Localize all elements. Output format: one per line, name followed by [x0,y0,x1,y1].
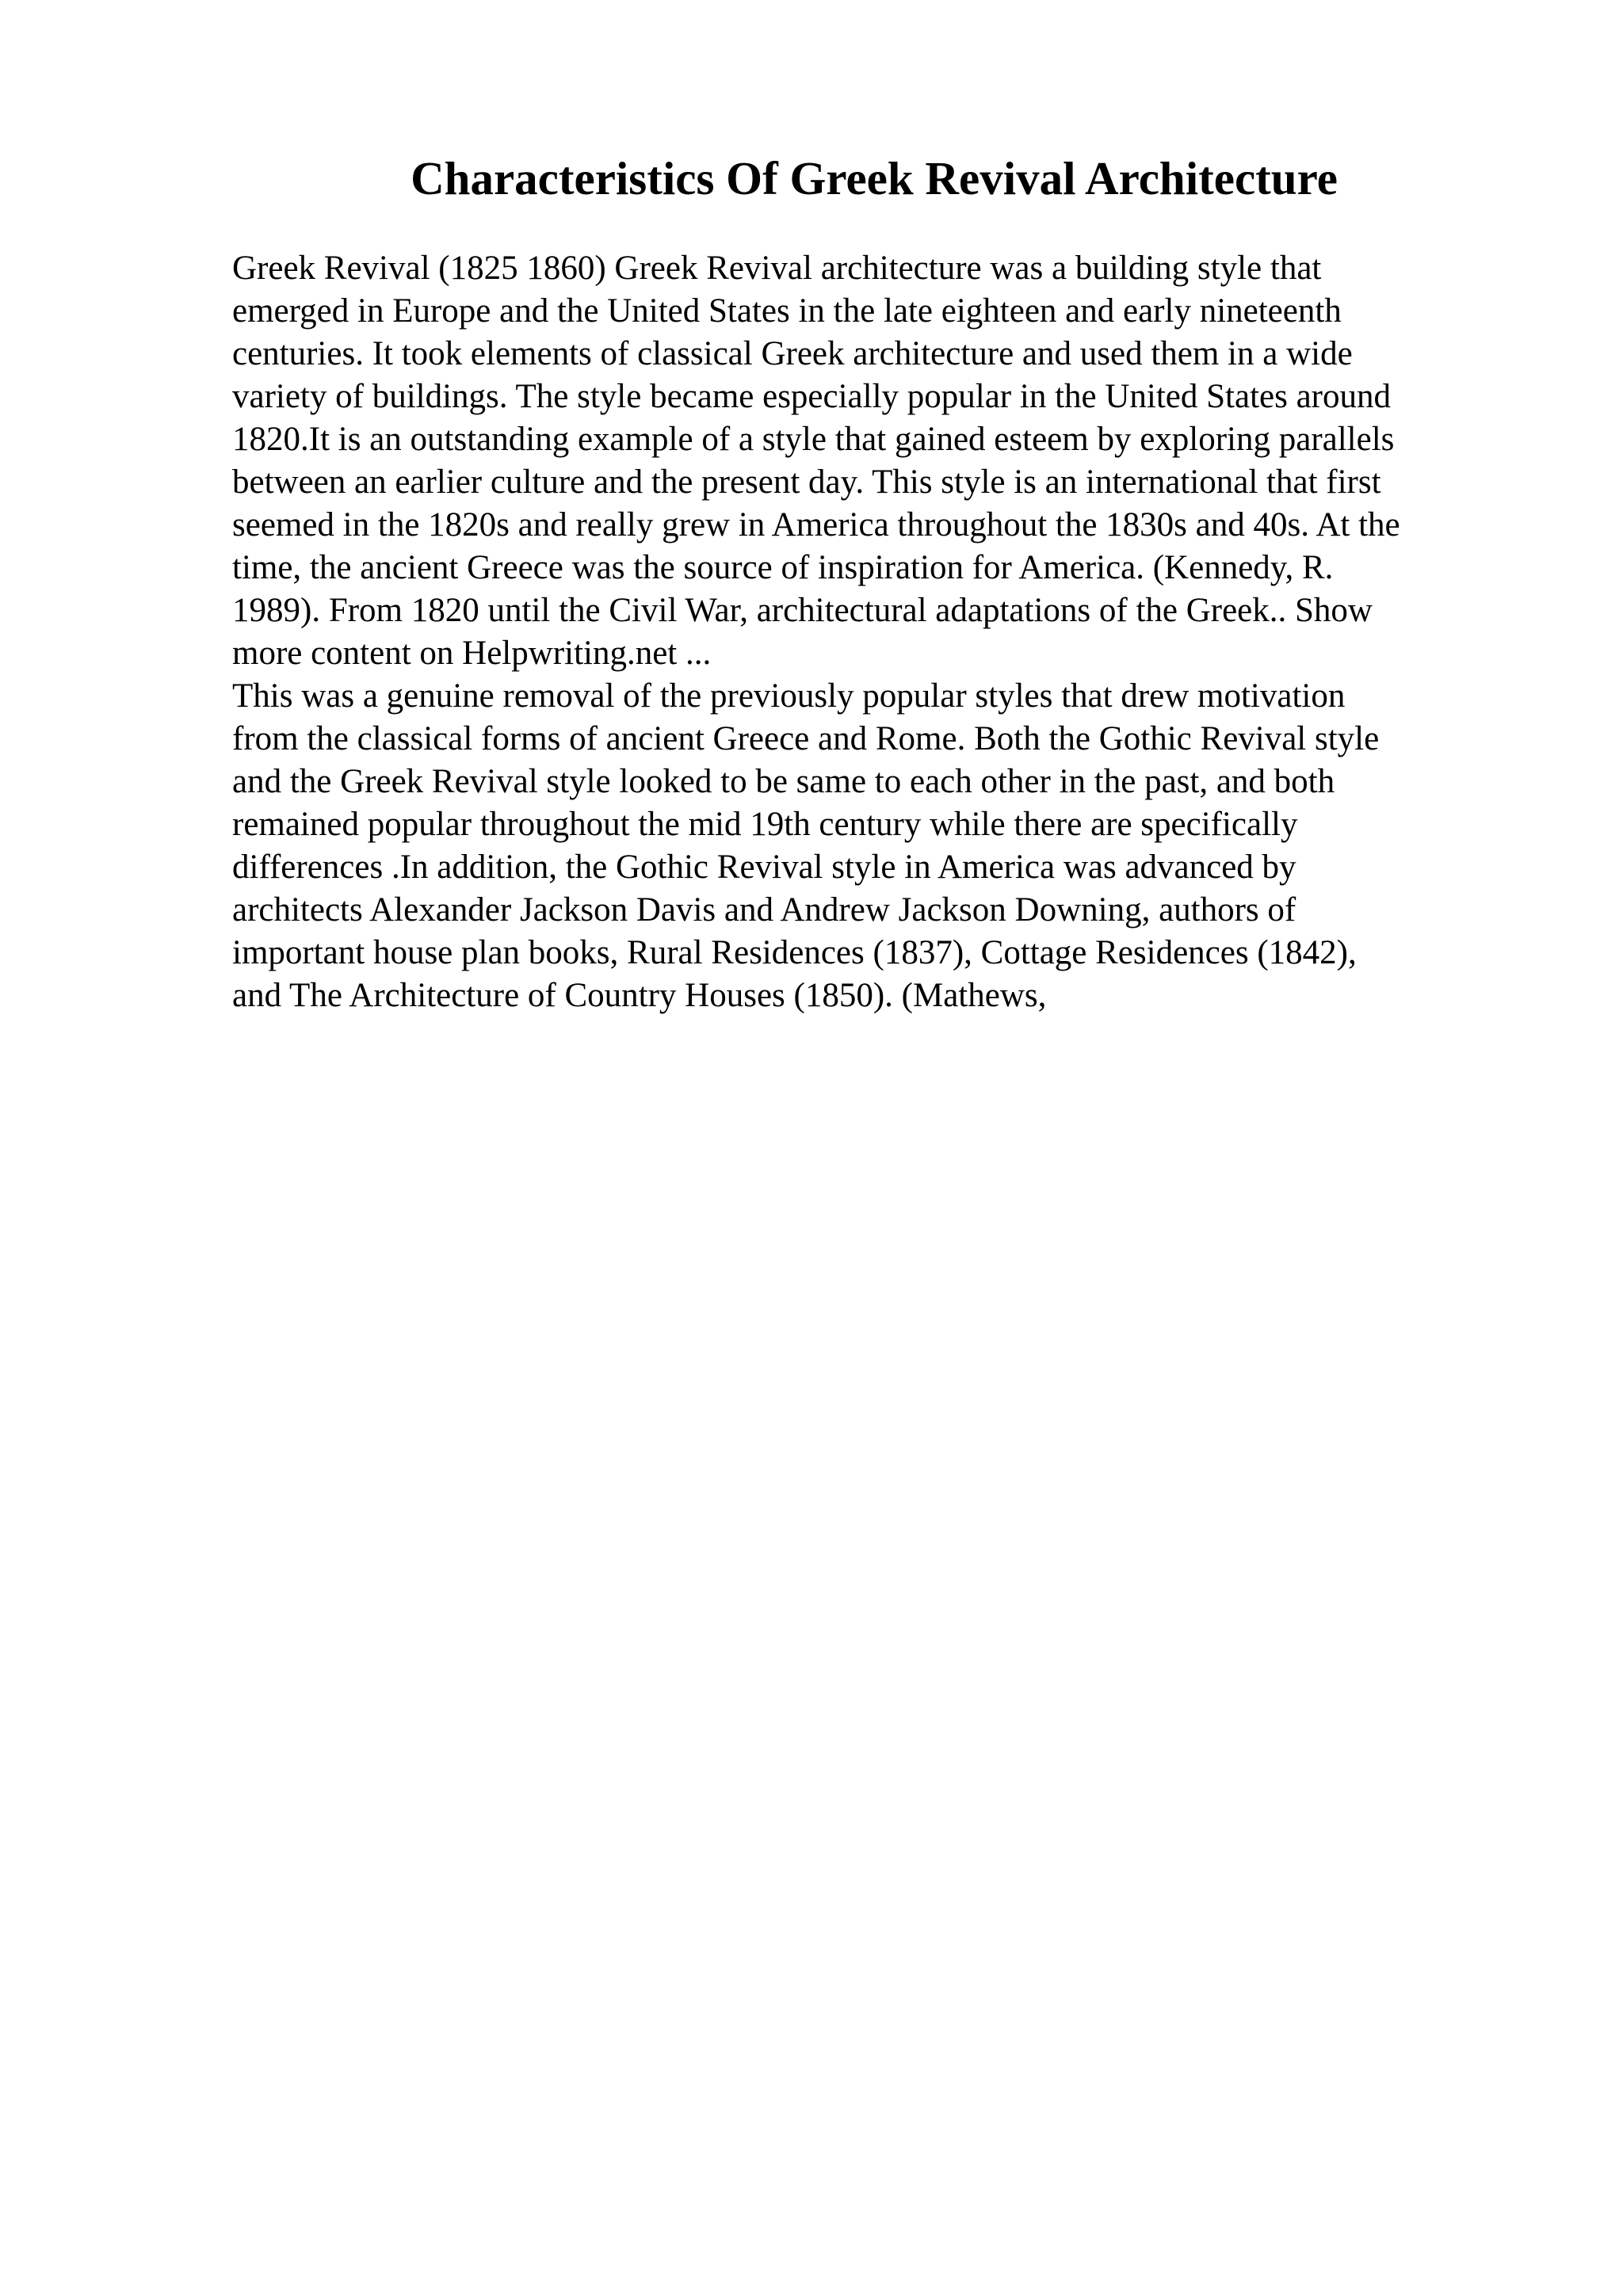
body-line: This was a genuine removal of the previously popular styles that drew motivation [232,677,1346,715]
document-title: Characteristics Of Greek Revival Architecture [411,152,1338,204]
body-line: and the Greek Revival style looked to be same to each other in the past, and both [232,763,1335,800]
body-line: variety of buildings. The style became especially popular in the United States around [232,378,1391,415]
body-line: from the classical forms of ancient Greece and Rome. Both the Gothic Revival style [232,720,1380,757]
body-line: seemed in the 1820s and really grew in America throughout the 1830s and 40s. At the [232,506,1400,543]
body-line: 1989). From 1820 until the Civil War, architectural adaptations of the Greek.. Show [232,592,1373,629]
body-line: centuries. It took elements of classical Greek architecture and used them in a wide [232,335,1353,372]
body-line: more content on Helpwriting.net ... [232,635,712,672]
body-line: Greek Revival (1825 1860) Greek Revival architecture was a building style that [232,250,1322,287]
body-line: architects Alexander Jackson Davis and Andrew Jackson Downing, authors of [232,891,1296,929]
body-line: time, the ancient Greece was the source of inspiration for America. (Kennedy, R. [232,549,1334,586]
body-line: differences .In addition, the Gothic Revival style in America was advanced by [232,849,1296,886]
body-line: important house plan books, Rural Residences (1837), Cottage Residences (1842), [232,934,1357,971]
body-line: and The Architecture of Country Houses (1850). (Mathews, [232,977,1047,1014]
document-body [232,247,1532,1017]
body-line: 1820.It is an outstanding example of a style that gained esteem by exploring parallels [232,421,1395,458]
body-line: between an earlier culture and the present day. This style is an international that first [232,463,1381,501]
body-line: remained popular throughout the mid 19th century while there are specifically [232,806,1298,843]
body-line: emerged in Europe and the United States in the late eighteen and early nineteenth [232,292,1342,330]
